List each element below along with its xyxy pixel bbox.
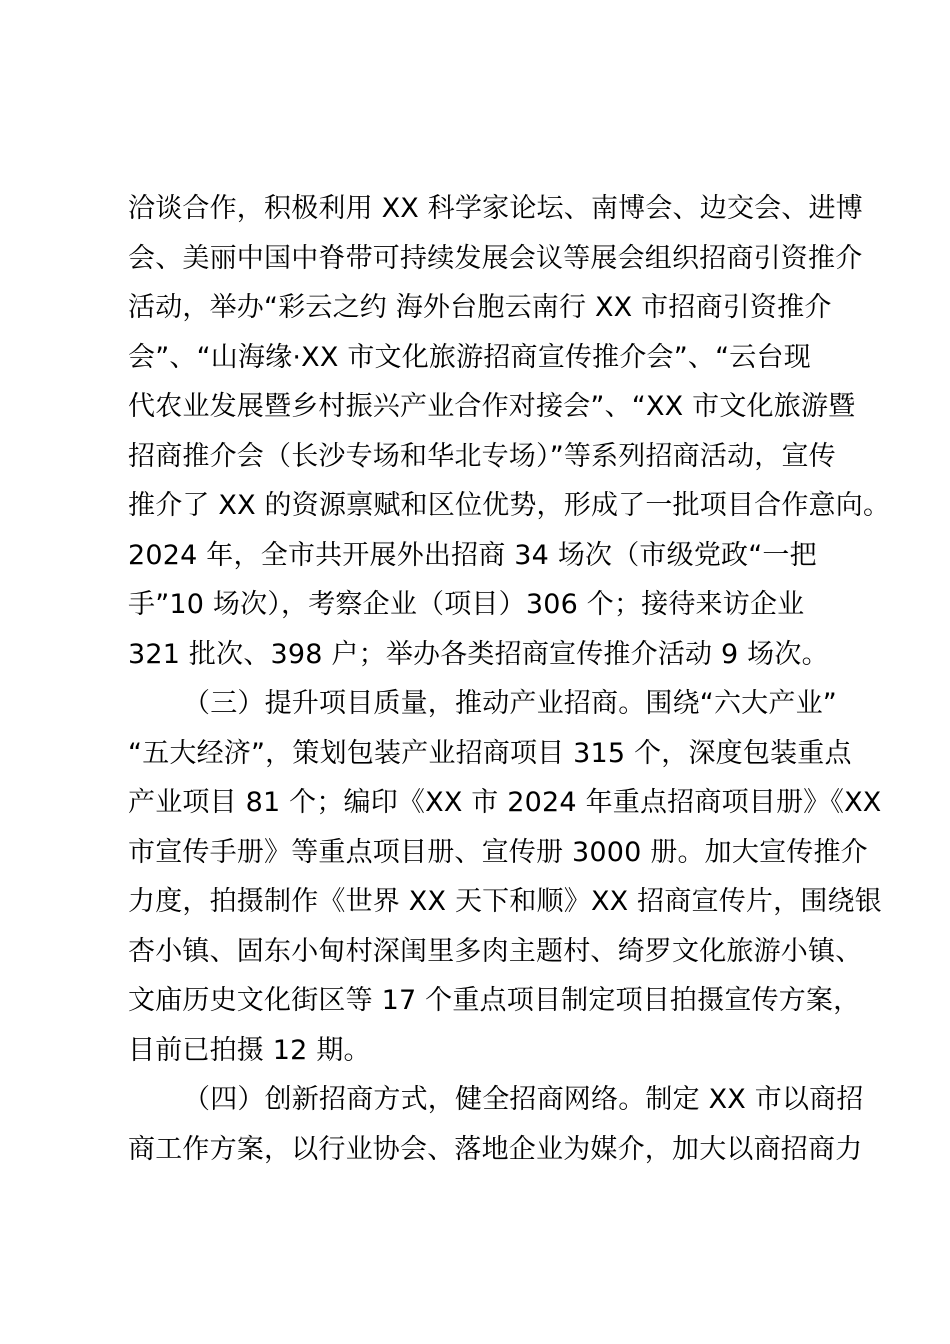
text-line: 洽谈合作，积极利用 XX 科学家论坛、南博会、边交会、进博 bbox=[128, 193, 863, 224]
text-line: 代农业发展暨乡村振兴产业合作对接会”、“XX 市文化旅游暨 bbox=[128, 391, 856, 422]
text-line: 活动，举办“彩云之约 海外台胞云南行 XX 市招商引资推介 bbox=[128, 292, 832, 323]
text-line: 市宣传手册》等重点项目册、宣传册 3000 册。加大宣传推介 bbox=[128, 836, 868, 868]
section-heading-line: （四）创新招商方式，健全招商网络。制定 XX 市以商招 bbox=[183, 1084, 864, 1115]
text-line: 会、美丽中国中脊带可持续发展会议等展会组织招商引资推介 bbox=[128, 242, 863, 274]
section-heading-line: （三）提升项目质量，推动产业招商。围绕“六大产业” bbox=[183, 688, 837, 719]
text-line: 2024 年，全市共开展外出招商 34 场次（市级党政“一把 bbox=[128, 539, 817, 571]
text-line: 招商推介会（长沙专场和华北专场）”等系列招商活动，宣传 bbox=[128, 440, 836, 472]
text-line: 力度，拍摄制作《世界 XX 天下和顺》XX 招商宣传片，围绕银 bbox=[128, 886, 882, 917]
text-line: 产业项目 81 个；编印《XX 市 2024 年重点招商项目册》《XX bbox=[128, 787, 882, 818]
text-line: 会”、“山海缘·XX 市文化旅游招商宣传推介会”、“云台现 bbox=[128, 341, 811, 373]
text-line: 商工作方案，以行业协会、落地企业为媒介，加大以商招商力 bbox=[128, 1133, 863, 1165]
text-line: 手”10 场次），考察企业（项目）306 个；接待来访企业 bbox=[128, 589, 805, 620]
text-line: 推介了 XX 的资源禀赋和区位优势，形成了一批项目合作意向。 bbox=[128, 490, 891, 521]
text-line: 321 批次、398 户；举办各类招商宣传推介活动 9 场次。 bbox=[128, 638, 829, 670]
text-line: 文庙历史文化街区等 17 个重点项目制定项目拍摄宣传方案， bbox=[128, 985, 861, 1016]
text-line: 杏小镇、固东小甸村深闺里多肉主题村、绮罗文化旅游小镇、 bbox=[128, 935, 863, 967]
text-line: 目前已拍摄 12 期。 bbox=[128, 1034, 371, 1066]
body-text bbox=[128, 184, 891, 1174]
text-line: “五大经济”，策划包装产业招商项目 315 个，深度包装重点 bbox=[128, 737, 852, 769]
